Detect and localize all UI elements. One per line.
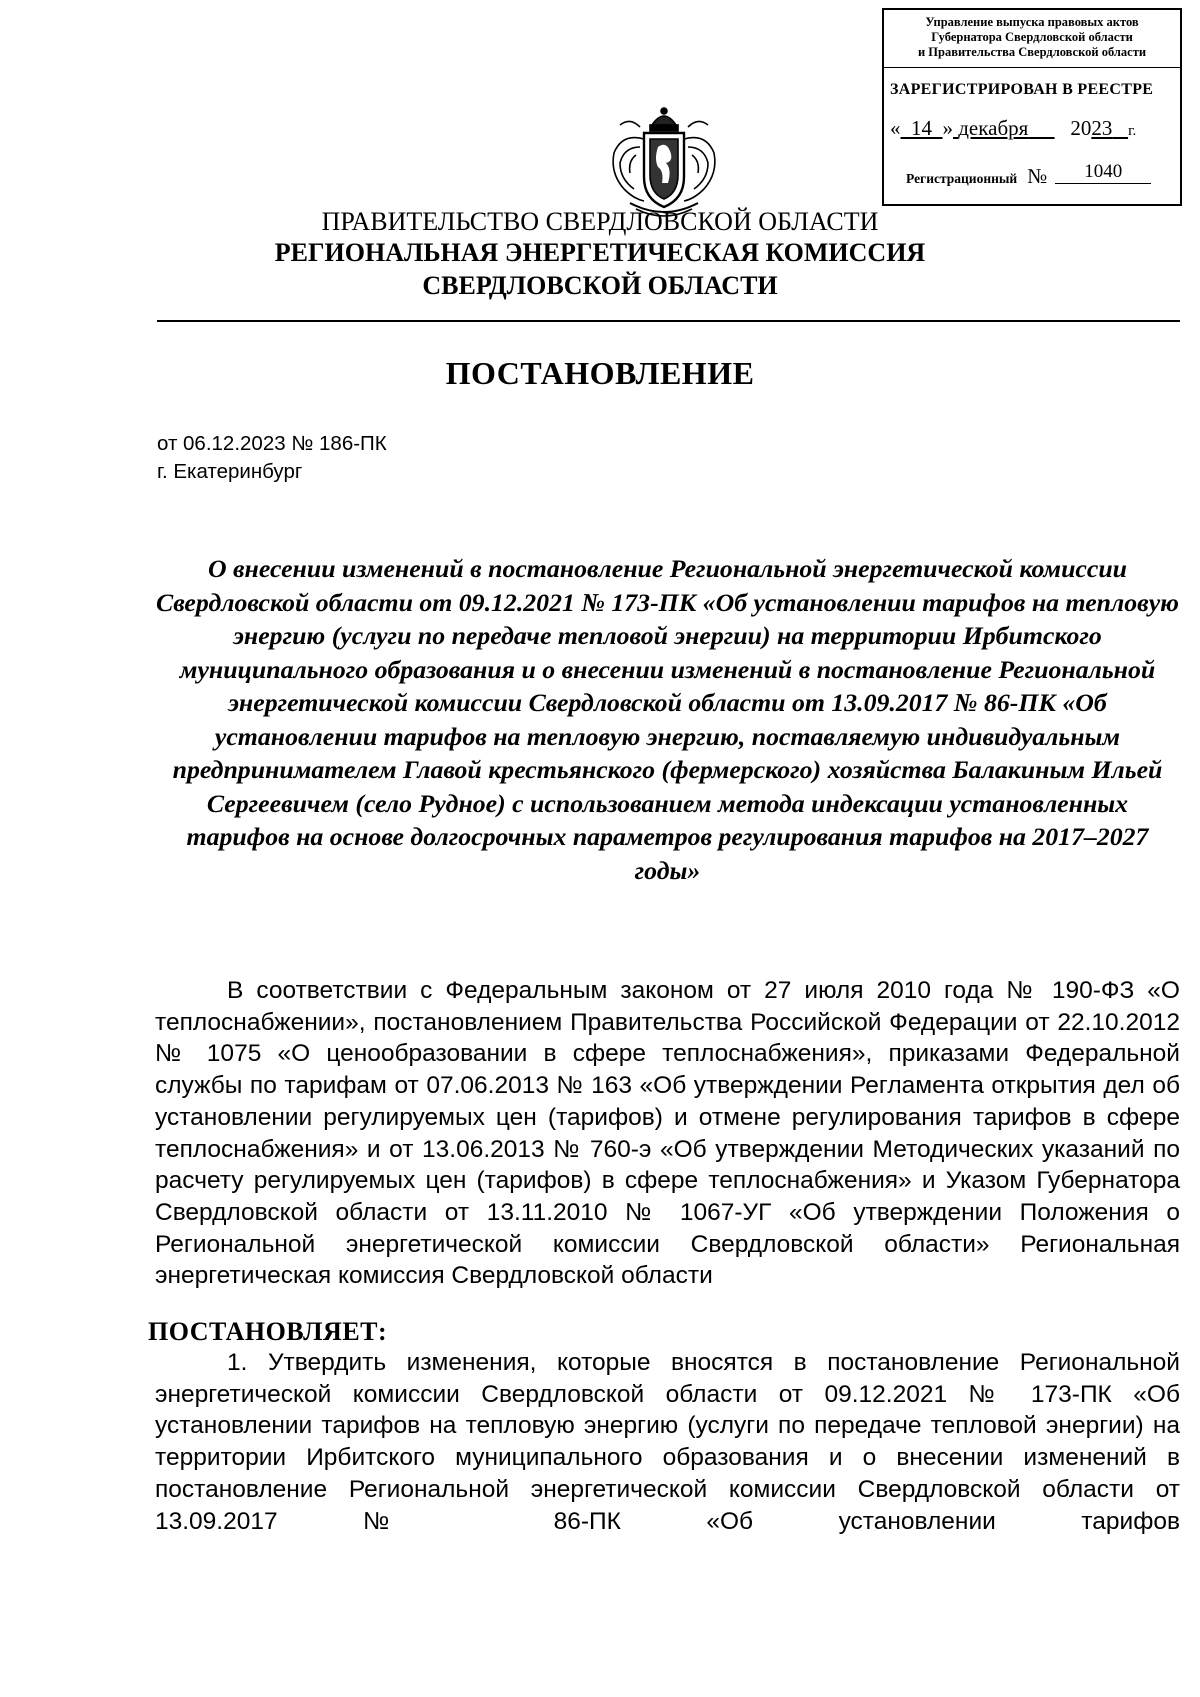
header-divider xyxy=(157,320,1180,322)
stamp-header xyxy=(884,10,1180,68)
commission-name-line2: СВЕРДЛОВСКОЙ ОБЛАСТИ xyxy=(422,271,778,300)
registration-stamp xyxy=(882,8,1182,206)
registered-label: ЗАРЕГИСТРИРОВАН В РЕЕСТРЕ xyxy=(890,81,1154,98)
reg-number-label: Регистрационный xyxy=(906,171,1018,186)
item-1-paragraph: 1. Утвердить изменения, которые вносятся в постановление Региональной энергетической комиссии Свердловской области от 09.12.2021 № 173-ПК «Об установлении тарифов на тепловую энергию (услуги по передаче тепловой энергии) на территории Ирбитского муниципального образования и о внесении изменений в постановление Региональной энергетической комиссии Свердловской области от 13.09.2017 № 86-ПК «Об установлении тарифов xyxy=(155,1349,1180,1535)
reg-month: декабря xyxy=(958,116,1029,140)
government-name: ПРАВИТЕЛЬСТВО СВЕРДЛОВСКОЙ ОБЛАСТИ xyxy=(321,207,879,236)
document-subject: О внесении изменений в постановление Региональной энергетической комиссии Свердловской области от 09.12.2021 № 173-ПК «Об установлении тарифов на тепловую энергию (услуги по передаче тепловой энергии) на территории Ирбитского муниципального образования и о внесении изменений в постановление Региональной энергетической комиссии Свердловской области от 13.09.2017 № 86-ПК «Об установлении тарифов на тепловую энергию, поставляемую индивидуальным предпринимателем Главой крестьянского (фермерского) хозяйства Балакиным Ильей Сергеевичем (село Рудное) с использованием метода индексации установленных тарифов на основе долгосрочных параметров регулирования тарифов на 2017–2027 годы» xyxy=(156,554,1179,885)
preamble-paragraph: В соответствии с Федеральным законом от 27 июля 2010 года № 190-ФЗ «О теплоснабжении», постановлением Правительства Российской Федерации от 22.10.2012 № 1075 «О ценообразовании в сфере теплоснабжения», приказами Федеральной службы по тарифам от 07.06.2013 № 163 «Об утверждении Регламента открытия дел об установлении регулируемых цен (тарифов) и отмене регулирования тарифов в сфере теплоснабжения» и от 13.06.2013 № 760-э «Об утверждении Методических указаний по расчету регулируемых цен (тарифов) в сфере теплоснабжения» и Указом Губернатора Свердловской области от 13.11.2010 № 1067-УГ «Об утверждении Положения о Региональной энергетической комиссии Свердловской области» Региональная энергетическая комиссия Свердловской области xyxy=(155,977,1180,1290)
reg-year-prefix: 20 xyxy=(1070,116,1092,140)
document-type: ПОСТАНОВЛЕНИЕ xyxy=(445,355,755,391)
reg-number-value: 1040 xyxy=(1055,161,1151,184)
document-date-number: от 06.12.2023 № 186-ПК xyxy=(157,432,387,455)
registration-number xyxy=(906,161,1151,190)
document-city: г. Екатеринбург xyxy=(157,460,303,483)
registration-date: « 14 » декабря 2023 г. xyxy=(890,116,1137,140)
year-abbr: г. xyxy=(1128,123,1137,139)
stamp-header-line: Управление выпуска правовых актов xyxy=(925,15,1139,29)
stamp-header-line: и Правительства Свердловской области xyxy=(917,45,1147,59)
reg-day: 14 xyxy=(911,116,932,140)
decree-word: ПОСТАНОВЛЯЕТ: xyxy=(148,1317,388,1346)
coat-of-arms-icon xyxy=(600,103,728,221)
stamp-header-line: Губернатора Свердловской области xyxy=(931,30,1133,44)
reg-year-suffix: 23 xyxy=(1091,116,1113,140)
commission-name-line1: РЕГИОНАЛЬНАЯ ЭНЕРГЕТИЧЕСКАЯ КОМИССИЯ xyxy=(274,238,926,267)
number-sign: № xyxy=(1027,164,1048,188)
